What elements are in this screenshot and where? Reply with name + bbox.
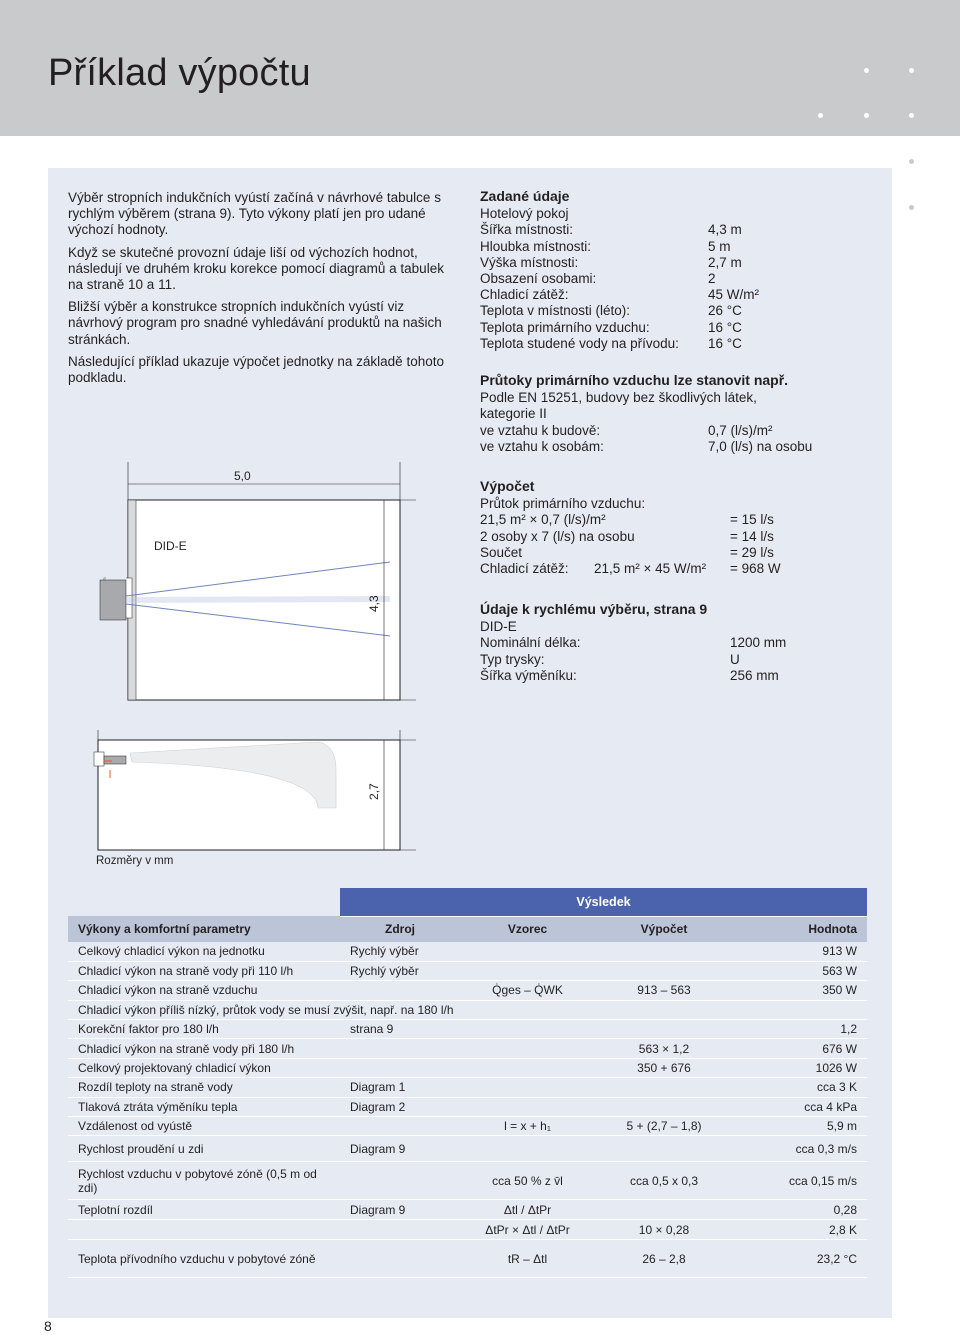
intro-paragraph: Když se skutečné provozní údaje liší od výchozích hodnot, následují ve druhém kroku korekce pomocí diagramů a tabulek na straně 10 a 11. <box>68 244 444 293</box>
table-cell: tR – Δtl <box>460 1240 595 1278</box>
table-spacer <box>68 888 340 916</box>
intro-paragraph: Bližší výběr a konstrukce stropních indukčních vyústí viz návrhový program pro snadné vyhledávání produktů na našich stránkách. <box>68 299 442 347</box>
airflow-cone <box>126 599 390 600</box>
decor-dot <box>818 113 823 118</box>
table-cell: Diagram 9 <box>340 1200 460 1220</box>
row-label: Teplota v místnosti (léto): <box>480 303 631 319</box>
table-cell <box>595 1078 733 1097</box>
table-cell: Celkový chladicí výkon na jednotku <box>68 942 340 961</box>
table-cell: 5 + (2,7 – 1,8) <box>595 1117 733 1136</box>
row-label: 21,5 m² × 0,7 (l/s)/m² <box>480 512 606 528</box>
table-cell: Chladicí výkon na straně vody při 110 l/h <box>68 961 340 980</box>
decor-dot <box>864 68 869 73</box>
table-row <box>68 1000 867 1019</box>
table-row <box>68 1240 867 1278</box>
table-cell <box>68 1220 340 1240</box>
table-cell <box>595 942 733 961</box>
table-cell: 1,2 <box>733 1020 867 1039</box>
table-cell: Δtl / ΔtPr <box>460 1200 595 1220</box>
table-row <box>68 981 867 1000</box>
table-cell: ΔtPr × Δtl / ΔtPr <box>460 1220 595 1240</box>
section-title: Výpočet <box>480 478 535 494</box>
table-cell <box>460 961 595 980</box>
row-label: Šířka výměníku: <box>480 667 577 683</box>
table-row <box>68 961 867 980</box>
intro-text <box>68 190 460 392</box>
decor-dot <box>909 68 914 73</box>
table-cell <box>340 981 460 1000</box>
table-cell: cca 50 % z v̄l <box>460 1162 595 1200</box>
data-row <box>480 271 880 287</box>
header-cell: Hodnota <box>733 916 867 942</box>
table-cell: 2,8 K <box>733 1220 867 1240</box>
section-line: Podle EN 15251, budovy bez škodlivých látek, <box>480 390 757 406</box>
table-row <box>68 942 867 961</box>
section-title: Zadané údaje <box>480 188 570 204</box>
table-cell <box>595 1097 733 1116</box>
table-cell: Teplota přívodního vzduchu v pobytové zóně <box>68 1240 340 1278</box>
row-value: 4,3 m <box>708 222 742 238</box>
table-cell <box>460 942 595 961</box>
data-row <box>480 545 880 561</box>
table-cell: Rychlý výběr <box>340 942 460 961</box>
row-value: 7,0 (l/s) na osobu <box>708 438 813 454</box>
data-row <box>480 423 880 439</box>
table-row <box>68 1078 867 1097</box>
data-row <box>480 668 880 684</box>
quick-selection-section <box>480 601 880 684</box>
table-cell: Chladicí výkon na straně vody při 180 l/h <box>68 1039 340 1058</box>
data-row <box>480 222 880 238</box>
table-cell: Diagram 2 <box>340 1097 460 1116</box>
row-value: 5 m <box>708 238 731 254</box>
table-cell: Teplotní rozdíl <box>68 1200 340 1220</box>
table-cell: 676 W <box>733 1039 867 1058</box>
header-cell: Výkony a komfortní parametry <box>68 916 340 942</box>
table-row <box>68 1136 867 1162</box>
did-e-unit <box>100 580 126 620</box>
row-label: Teplota studené vody na přívodu: <box>480 335 679 351</box>
row-value: 16 °C <box>708 335 742 351</box>
dim-width-label: 5,0 <box>234 469 251 483</box>
unit-label: DID-E <box>154 539 187 553</box>
table-title: Výsledek <box>340 888 867 916</box>
table-cell <box>460 1097 595 1116</box>
data-row <box>480 512 880 528</box>
data-row <box>480 255 880 271</box>
row-value: = 968 W <box>730 560 781 576</box>
section-line: kategorie II <box>480 406 547 422</box>
input-data-section <box>480 188 880 352</box>
row-label: Nominální délka: <box>480 635 581 651</box>
table-cell: 913 – 563 <box>595 981 733 1000</box>
table-cell <box>460 1136 595 1162</box>
table-cell <box>595 961 733 980</box>
calculation-section <box>480 478 880 577</box>
table-cell: Celkový projektovaný chladicí výkon <box>68 1058 340 1077</box>
row-label: ve vztahu k osobám: <box>480 438 604 454</box>
row-label: Typ trysky: <box>480 651 545 667</box>
table-cell <box>340 1039 460 1058</box>
section-title: Údaje k rychlému výběru, strana 9 <box>480 601 708 617</box>
table-cell: 350 + 676 <box>595 1058 733 1077</box>
data-row <box>480 652 880 668</box>
decor-dot <box>864 113 869 118</box>
section-subtitle: Hotelový pokoj <box>480 206 569 222</box>
table-cell: 563 W <box>733 961 867 980</box>
table-row <box>68 1058 867 1077</box>
table-cell: strana 9 <box>340 1020 460 1039</box>
table-cell <box>460 1020 595 1039</box>
row-label: Šířka místnosti: <box>480 222 574 238</box>
room-diagram <box>60 440 480 880</box>
data-row <box>480 561 880 577</box>
page-number: 8 <box>44 1318 52 1334</box>
data-row <box>480 439 880 455</box>
table-cell: Korekční faktor pro 180 l/h <box>68 1020 340 1039</box>
table-cell <box>340 1220 460 1240</box>
ceiling-unit-body <box>104 756 126 764</box>
airflow-section <box>480 372 880 455</box>
table-cell <box>340 1117 460 1136</box>
data-row <box>480 239 880 255</box>
table-row <box>68 1097 867 1116</box>
table-cell: 913 W <box>733 942 867 961</box>
table-cell: 23,2 °C <box>733 1240 867 1278</box>
table-cell: 563 × 1,2 <box>595 1039 733 1058</box>
table-cell <box>595 1136 733 1162</box>
table-cell: Chladicí výkon na straně vzduchu <box>68 981 340 1000</box>
table-cell <box>340 1240 460 1278</box>
row-label: Chladicí zátěž: <box>480 560 569 576</box>
decor-dot <box>909 159 914 164</box>
table-cell: 26 – 2,8 <box>595 1240 733 1278</box>
table-cell: Diagram 9 <box>340 1136 460 1162</box>
row-value: = 14 l/s <box>730 528 774 544</box>
intro-paragraph: Následující příklad ukazuje výpočet jednotky na základě tohoto podkladu. <box>68 353 444 386</box>
header-cell: Zdroj <box>340 916 460 942</box>
table-cell: Chladicí výkon příliš nízký, průtok vody se musí zvýšit, např. na 180 l/h <box>68 1000 867 1019</box>
table-cell: cca 0,3 m/s <box>733 1136 867 1162</box>
data-row <box>480 303 880 319</box>
row-value: 26 °C <box>708 303 742 319</box>
table-body <box>68 942 867 1278</box>
data-row <box>480 635 880 651</box>
table-cell: Diagram 1 <box>340 1078 460 1097</box>
dimensions-caption: Rozměry v mm <box>96 855 174 867</box>
table-row <box>68 1039 867 1058</box>
decor-dot <box>909 113 914 118</box>
table-cell <box>340 1058 460 1077</box>
row-value: = 15 l/s <box>730 512 774 528</box>
table-row <box>68 1117 867 1136</box>
header-cell: Výpočet <box>595 916 733 942</box>
row-value: 2 <box>708 270 716 286</box>
row-mid: 21,5 m² × 45 W/m² <box>594 560 707 576</box>
intro-paragraph: Výběr stropních indukčních vyústí začíná v návrhové tabulce s rychlým výběrem (strana 9). Tyto výkony platí jen pro udané výchozí hodnoty. <box>68 190 441 238</box>
row-label: 2 osoby x 7 (l/s) na osobu <box>480 528 635 544</box>
table-cell: cca 3 K <box>733 1078 867 1097</box>
header-cell: Vzorec <box>460 916 595 942</box>
row-value: 1200 mm <box>730 635 787 651</box>
table-cell: l = x + h₁ <box>460 1117 595 1136</box>
row-value: U <box>730 651 740 667</box>
row-value: 256 mm <box>730 667 779 683</box>
data-row <box>480 287 880 303</box>
result-table <box>68 888 867 1278</box>
table-header-row <box>68 916 867 942</box>
table-cell: Rozdíl teploty na straně vody <box>68 1078 340 1097</box>
table-cell: 10 × 0,28 <box>595 1220 733 1240</box>
table-cell: 5,9 m <box>733 1117 867 1136</box>
table-cell: 1026 W <box>733 1058 867 1077</box>
data-row <box>480 529 880 545</box>
row-value: 2,7 m <box>708 254 742 270</box>
dim-height-label: 2,7 <box>367 783 381 800</box>
page-header <box>0 0 960 136</box>
table-cell: Q̇ges – Q̇WK <box>460 981 595 1000</box>
row-label: Teplota primárního vzduchu: <box>480 319 650 335</box>
row-label: Výška místnosti: <box>480 254 579 270</box>
table-cell: 350 W <box>733 981 867 1000</box>
table-cell: Vzdálenost od vyústě <box>68 1117 340 1136</box>
table-cell: Rychlost vzduchu v pobytové zóně (0,5 m od zdi) <box>68 1162 340 1200</box>
table-cell <box>460 1039 595 1058</box>
table-cell: Rychlost proudění u zdi <box>68 1136 340 1162</box>
row-value: 16 °C <box>708 319 742 335</box>
table-cell: cca 0,5 x 0,3 <box>595 1162 733 1200</box>
table-cell: cca 4 kPa <box>733 1097 867 1116</box>
row-label: Obsazení osobami: <box>480 270 597 286</box>
data-row <box>480 336 880 352</box>
row-label: Chladicí zátěž: <box>480 287 569 303</box>
row-value: 45 W/m² <box>708 287 760 303</box>
row-value: = 29 l/s <box>730 544 774 560</box>
row-label: Hloubka místnosti: <box>480 238 592 254</box>
table-cell <box>460 1058 595 1077</box>
table-cell <box>595 1020 733 1039</box>
section-line: DID-E <box>480 619 517 635</box>
row-value: 0,7 (l/s)/m² <box>708 422 773 438</box>
row-label: ve vztahu k budově: <box>480 422 601 438</box>
dim-depth-label: 4,3 <box>367 595 381 612</box>
page-title: Příklad výpočtu <box>48 52 311 94</box>
table-cell <box>340 1162 460 1200</box>
ceiling-unit <box>94 752 104 766</box>
table-cell <box>460 1078 595 1097</box>
table-row <box>68 1020 867 1039</box>
row-label: Součet <box>480 544 523 560</box>
decor-dot <box>909 205 914 210</box>
table-cell <box>595 1200 733 1220</box>
table-row <box>68 1220 867 1240</box>
table-cell: Rychlý výběr <box>340 961 460 980</box>
table-cell: Tlaková ztráta výměníku tepla <box>68 1097 340 1116</box>
table-row <box>68 1200 867 1220</box>
table-cell: 0,28 <box>733 1200 867 1220</box>
table-row <box>68 1162 867 1200</box>
section-line: Průtok primárního vzduchu: <box>480 496 646 512</box>
data-row <box>480 320 880 336</box>
section-title: Průtoky primárního vzduchu lze stanovit např. <box>480 372 789 388</box>
table-cell: cca 0,15 m/s <box>733 1162 867 1200</box>
